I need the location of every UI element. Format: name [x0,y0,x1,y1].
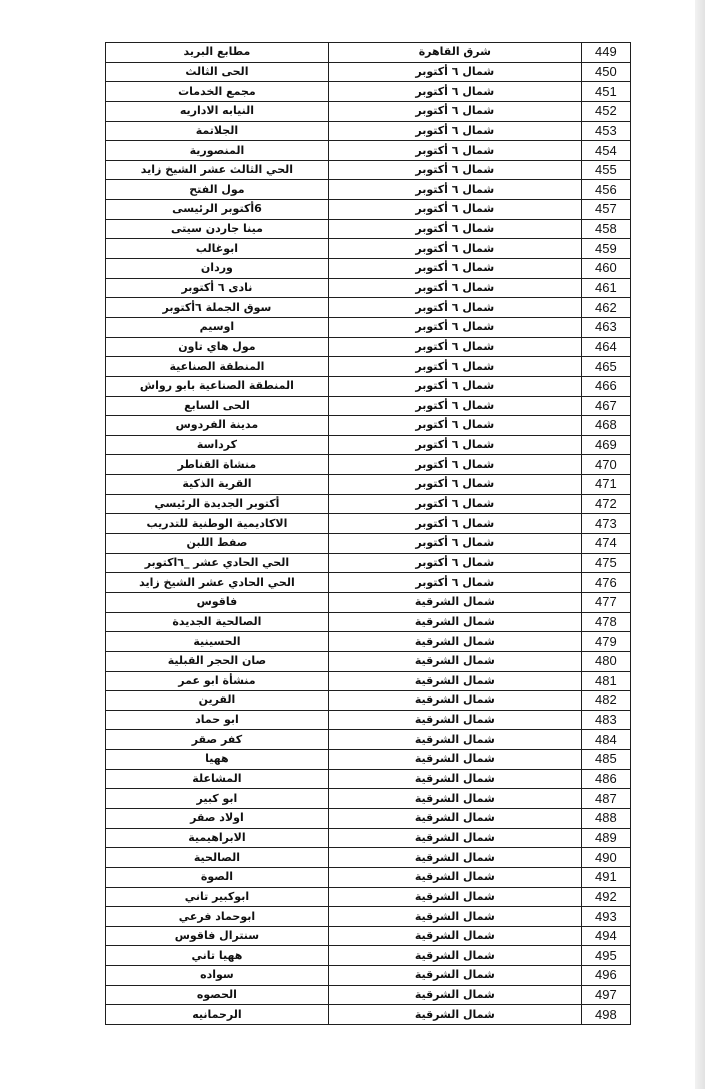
table-row [106,789,631,809]
office-name-cell: الحصوه [106,985,329,1005]
office-name-cell: مول الفتح [106,180,329,200]
region-cell: شمال ٦ أكتوبر [328,534,581,554]
office-name-cell: الرحمانيه [106,1005,329,1025]
office-name-cell: مجمع الخدمات [106,82,329,102]
region-cell: شمال ٦ أكتوبر [328,219,581,239]
region-cell: شمال ٦ أكتوبر [328,160,581,180]
row-number-cell: 485 [581,750,630,770]
office-name-cell: الحي الثالث عشر الشيخ زايد [106,160,329,180]
office-name-cell: الصالحية [106,848,329,868]
office-name-cell: الاكاديمية الوطنية للتدريب [106,514,329,534]
table-row [106,691,631,711]
document-sheet [105,42,631,1025]
table-row [106,887,631,907]
table-row [106,828,631,848]
row-number-cell: 489 [581,828,630,848]
row-number-cell: 494 [581,926,630,946]
region-cell: شمال الشرقية [328,612,581,632]
region-cell: شمال الشرقية [328,671,581,691]
table-row [106,534,631,554]
region-cell: شمال ٦ أكتوبر [328,200,581,220]
office-name-cell: المنصورية [106,141,329,161]
table-row [106,317,631,337]
table-row [106,435,631,455]
region-cell: شمال الشرقية [328,907,581,927]
region-cell: شمال الشرقية [328,651,581,671]
table-row [106,553,631,573]
region-cell: شمال ٦ أكتوبر [328,259,581,279]
office-name-cell: ابوحماد فرعي [106,907,329,927]
row-number-cell: 459 [581,239,630,259]
row-number-cell: 481 [581,671,630,691]
row-number-cell: 477 [581,592,630,612]
office-name-cell: الحي الحادي عشر _٦اكتوبر [106,553,329,573]
office-name-cell: ابو حماد [106,710,329,730]
row-number-cell: 492 [581,887,630,907]
table-row [106,985,631,1005]
row-number-cell: 468 [581,416,630,436]
row-number-cell: 471 [581,475,630,495]
office-name-cell: الصوة [106,867,329,887]
row-number-cell: 480 [581,651,630,671]
table-row [106,475,631,495]
row-number-cell: 495 [581,946,630,966]
row-number-cell: 479 [581,632,630,652]
region-cell: شمال الشرقية [328,848,581,868]
office-name-cell: الحسينية [106,632,329,652]
row-number-cell: 474 [581,534,630,554]
region-cell: شمال الشرقية [328,632,581,652]
region-cell: شمال ٦ أكتوبر [328,180,581,200]
office-name-cell: الصالحية الجديدة [106,612,329,632]
table-body [106,43,631,1025]
region-cell: شمال الشرقية [328,1005,581,1025]
region-cell: شمال الشرقية [328,828,581,848]
office-name-cell: سوق الجملة ٦أكتوبر [106,298,329,318]
office-name-cell: وردان [106,259,329,279]
region-cell: شمال الشرقية [328,730,581,750]
region-cell: شمال ٦ أكتوبر [328,101,581,121]
office-name-cell: سنترال فاقوس [106,926,329,946]
office-name-cell: كفر صقر [106,730,329,750]
region-cell: شمال ٦ أكتوبر [328,455,581,475]
table-row [106,101,631,121]
table-row [106,710,631,730]
region-cell: شمال ٦ أكتوبر [328,82,581,102]
region-cell: شمال ٦ أكتوبر [328,475,581,495]
row-number-cell: 497 [581,985,630,1005]
row-number-cell: 488 [581,808,630,828]
office-name-cell: المنطقة الصناعية بابو رواش [106,376,329,396]
row-number-cell: 491 [581,867,630,887]
region-cell: شمال ٦ أكتوبر [328,494,581,514]
region-cell: شمال ٦ أكتوبر [328,121,581,141]
table-row [106,769,631,789]
office-name-cell: الجلاتمة [106,121,329,141]
row-number-cell: 463 [581,317,630,337]
row-number-cell: 496 [581,966,630,986]
table-row [106,62,631,82]
table-row [106,946,631,966]
row-number-cell: 453 [581,121,630,141]
table-row [106,180,631,200]
office-name-cell: الحي الحادي عشر الشيخ زايد [106,573,329,593]
row-number-cell: 462 [581,298,630,318]
row-number-cell: 455 [581,160,630,180]
office-name-cell: أكتوبر الجديدة الرئيسي [106,494,329,514]
office-name-cell: الحى الثالث [106,62,329,82]
table-row [106,416,631,436]
office-name-cell: منشاة القناطر [106,455,329,475]
region-cell: شمال الشرقية [328,946,581,966]
table-row [106,907,631,927]
table-row [106,867,631,887]
office-name-cell: ابوغالب [106,239,329,259]
office-name-cell: النيابه الاداريه [106,101,329,121]
table-row [106,141,631,161]
office-name-cell: سواده [106,966,329,986]
table-row [106,298,631,318]
region-cell: شمال الشرقية [328,691,581,711]
row-number-cell: 478 [581,612,630,632]
row-number-cell: 472 [581,494,630,514]
region-cell: شرق القاهرة [328,43,581,63]
table-row [106,219,631,239]
office-name-cell: اوسيم [106,317,329,337]
region-cell: شمال ٦ أكتوبر [328,62,581,82]
row-number-cell: 454 [581,141,630,161]
table-row [106,730,631,750]
region-cell: شمال الشرقية [328,926,581,946]
row-number-cell: 451 [581,82,630,102]
row-number-cell: 469 [581,435,630,455]
table-row [106,808,631,828]
office-name-cell: صان الحجر القبلية [106,651,329,671]
post-offices-table [105,42,631,1025]
table-row [106,750,631,770]
row-number-cell: 476 [581,573,630,593]
office-name-cell: صفط اللبن [106,534,329,554]
region-cell: شمال الشرقية [328,789,581,809]
table-row [106,612,631,632]
row-number-cell: 460 [581,259,630,279]
table-row [106,82,631,102]
region-cell: شمال الشرقية [328,769,581,789]
region-cell: شمال الشرقية [328,592,581,612]
row-number-cell: 450 [581,62,630,82]
office-name-cell: الحى السابع [106,396,329,416]
table-row [106,357,631,377]
table-row [106,160,631,180]
region-cell: شمال ٦ أكتوبر [328,337,581,357]
table-row [106,573,631,593]
region-cell: شمال ٦ أكتوبر [328,435,581,455]
row-number-cell: 482 [581,691,630,711]
table-row [106,632,631,652]
office-name-cell: القرين [106,691,329,711]
row-number-cell: 464 [581,337,630,357]
office-name-cell: المشاعلة [106,769,329,789]
row-number-cell: 475 [581,553,630,573]
region-cell: شمال ٦ أكتوبر [328,376,581,396]
table-row [106,455,631,475]
table-row [106,926,631,946]
table-row [106,259,631,279]
row-number-cell: 473 [581,514,630,534]
table-row [106,494,631,514]
region-cell: شمال الشرقية [328,985,581,1005]
region-cell: شمال ٦ أكتوبر [328,141,581,161]
table-row [106,848,631,868]
office-name-cell: اولاد صقر [106,808,329,828]
row-number-cell: 498 [581,1005,630,1025]
office-name-cell: ابو كبير [106,789,329,809]
region-cell: شمال ٦ أكتوبر [328,553,581,573]
table-row [106,592,631,612]
office-name-cell: 6أكتوبر الرئيسى [106,200,329,220]
region-cell: شمال ٦ أكتوبر [328,239,581,259]
office-name-cell: مول هاي تاون [106,337,329,357]
table-row [106,966,631,986]
row-number-cell: 452 [581,101,630,121]
row-number-cell: 490 [581,848,630,868]
office-name-cell: نادى ٦ أكتوبر [106,278,329,298]
office-name-cell: ههيا [106,750,329,770]
office-name-cell: منشأة ابو عمر [106,671,329,691]
row-number-cell: 449 [581,43,630,63]
region-cell: شمال ٦ أكتوبر [328,514,581,534]
table-row [106,43,631,63]
table-row [106,651,631,671]
row-number-cell: 493 [581,907,630,927]
table-row [106,121,631,141]
office-name-cell: مدينة الفردوس [106,416,329,436]
row-number-cell: 465 [581,357,630,377]
office-name-cell: مينا جاردن سيتى [106,219,329,239]
row-number-cell: 466 [581,376,630,396]
page-edge-shadow [695,0,705,1089]
region-cell: شمال الشرقية [328,710,581,730]
region-cell: شمال ٦ أكتوبر [328,416,581,436]
office-name-cell: فاقوس [106,592,329,612]
table-row [106,278,631,298]
region-cell: شمال ٦ أكتوبر [328,396,581,416]
office-name-cell: ههيا تاني [106,946,329,966]
region-cell: شمال الشرقية [328,750,581,770]
table-row [106,239,631,259]
office-name-cell: الابراهيمية [106,828,329,848]
table-row [106,200,631,220]
region-cell: شمال ٦ أكتوبر [328,317,581,337]
row-number-cell: 458 [581,219,630,239]
office-name-cell: ابوكبير تاني [106,887,329,907]
table-row [106,396,631,416]
region-cell: شمال ٦ أكتوبر [328,278,581,298]
office-name-cell: القرية الذكية [106,475,329,495]
table-row [106,514,631,534]
region-cell: شمال الشرقية [328,887,581,907]
office-name-cell: مطابع البريد [106,43,329,63]
row-number-cell: 457 [581,200,630,220]
row-number-cell: 467 [581,396,630,416]
region-cell: شمال ٦ أكتوبر [328,573,581,593]
row-number-cell: 456 [581,180,630,200]
region-cell: شمال ٦ أكتوبر [328,298,581,318]
row-number-cell: 484 [581,730,630,750]
row-number-cell: 486 [581,769,630,789]
table-row [106,376,631,396]
region-cell: شمال ٦ أكتوبر [328,357,581,377]
table-row [106,337,631,357]
table-row [106,1005,631,1025]
row-number-cell: 487 [581,789,630,809]
region-cell: شمال الشرقية [328,867,581,887]
row-number-cell: 483 [581,710,630,730]
region-cell: شمال الشرقية [328,966,581,986]
office-name-cell: كرداسة [106,435,329,455]
table-row [106,671,631,691]
office-name-cell: المنطقة الصناعية [106,357,329,377]
row-number-cell: 461 [581,278,630,298]
region-cell: شمال الشرقية [328,808,581,828]
row-number-cell: 470 [581,455,630,475]
